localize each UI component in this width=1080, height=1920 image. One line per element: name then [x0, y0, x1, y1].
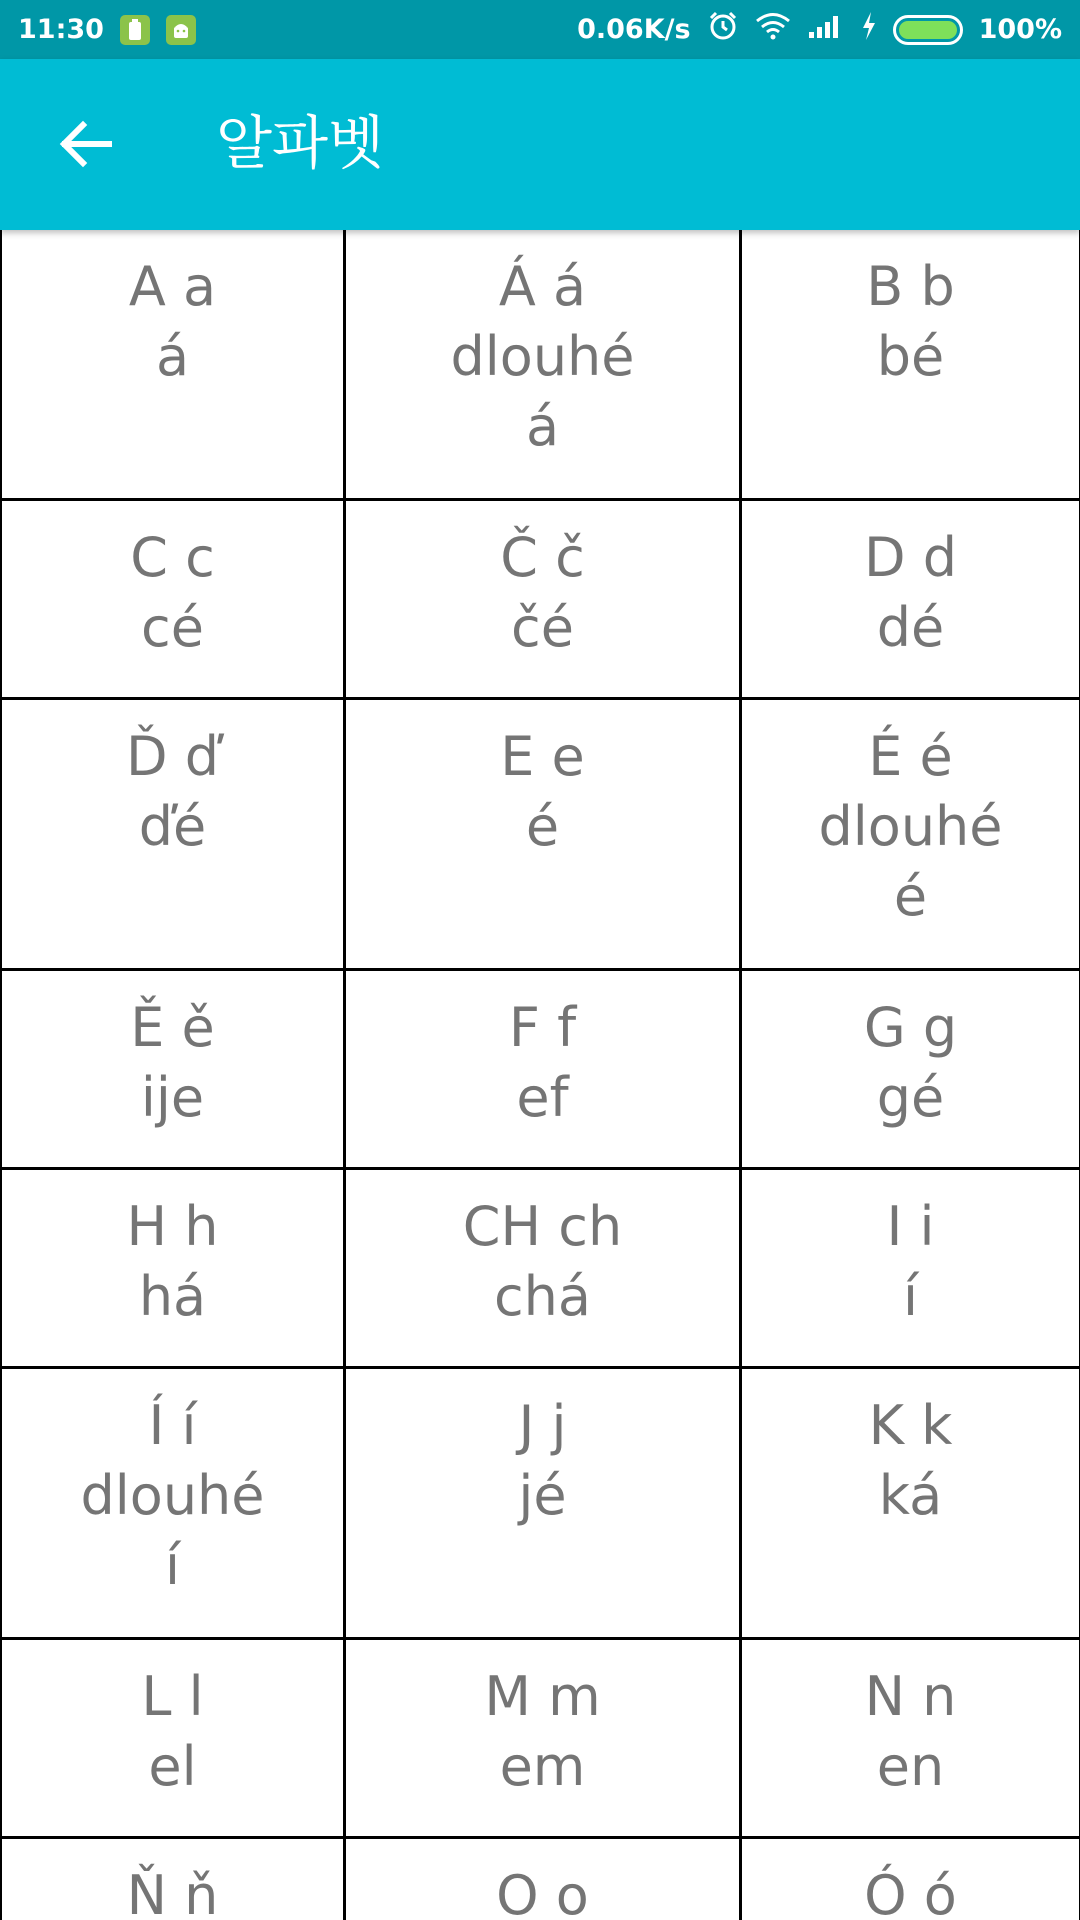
- letter-cell[interactable]: [740, 969, 1080, 1169]
- letter-name: chá: [493, 1265, 591, 1328]
- letter-cell[interactable]: [344, 1168, 741, 1368]
- letter-glyphs: Ě ě: [130, 996, 215, 1059]
- letter-cell[interactable]: [740, 1638, 1080, 1838]
- status-left: [18, 14, 196, 45]
- app-bar: [0, 59, 1080, 230]
- letter-cell[interactable]: [344, 698, 741, 970]
- letter-glyphs: D d: [863, 526, 958, 589]
- letter-name: á: [155, 325, 190, 388]
- letter-name: čé: [511, 596, 574, 659]
- letter-name: á: [525, 395, 560, 458]
- status-bar: [0, 0, 1080, 59]
- battery-icon: [893, 15, 963, 45]
- letter-glyphs: C c: [130, 526, 215, 589]
- arrow-left-icon: [57, 119, 113, 169]
- status-right: [577, 10, 1062, 49]
- letter-cell[interactable]: [0, 969, 345, 1169]
- battery-percent: 100%: [978, 14, 1062, 45]
- letter-name: dlouhé: [80, 1464, 265, 1527]
- letter-cell[interactable]: [344, 1367, 741, 1639]
- letter-glyphs: I i: [886, 1195, 935, 1258]
- letter-glyphs: J j: [518, 1394, 567, 1457]
- letter-glyphs: CH ch: [462, 1195, 623, 1258]
- letter-cell[interactable]: [740, 1367, 1080, 1639]
- letter-name: em: [499, 1735, 586, 1798]
- alarm-icon: [707, 10, 739, 49]
- letter-cell[interactable]: [0, 499, 345, 699]
- letter-cell[interactable]: [344, 969, 741, 1169]
- letter-name: ije: [140, 1066, 205, 1129]
- letter-glyphs: F f: [508, 996, 577, 1059]
- letter-glyphs: É é: [868, 725, 953, 788]
- letter-cell[interactable]: [0, 1168, 345, 1368]
- letter-glyphs: E e: [500, 725, 585, 788]
- letter-name: dé: [876, 596, 945, 659]
- letter-name: dlouhé: [818, 795, 1003, 858]
- letter-glyphs: A a: [128, 255, 217, 318]
- letter-cell[interactable]: [0, 228, 345, 500]
- letter-cell[interactable]: [344, 1638, 741, 1838]
- letter-name: el: [148, 1735, 197, 1798]
- letter-glyphs: Í í: [148, 1394, 197, 1457]
- status-time: 11:30: [18, 14, 104, 45]
- letter-name: dlouhé: [450, 325, 635, 388]
- letter-glyphs: N n: [864, 1665, 957, 1728]
- letter-cell[interactable]: [740, 499, 1080, 699]
- charging-icon: [861, 11, 877, 48]
- letter-cell[interactable]: [344, 228, 741, 500]
- letter-name: gé: [876, 1066, 945, 1129]
- android-notification-icon: [166, 15, 196, 45]
- letter-cell[interactable]: [740, 1837, 1080, 1920]
- letter-name: í: [164, 1534, 180, 1597]
- letter-cell[interactable]: [740, 228, 1080, 500]
- letter-glyphs: O o: [496, 1864, 589, 1920]
- letter-name: ká: [878, 1464, 943, 1527]
- battery-notification-icon: [120, 15, 150, 45]
- letter-name: jé: [518, 1464, 567, 1527]
- letter-glyphs: K k: [868, 1394, 953, 1457]
- letter-glyphs: G g: [863, 996, 958, 1059]
- net-speed: 0.06K/s: [577, 14, 691, 45]
- letter-name: bé: [876, 325, 945, 388]
- letter-name: ďé: [138, 795, 207, 858]
- letter-cell[interactable]: [344, 1837, 741, 1920]
- letter-glyphs: Ň ň: [126, 1864, 219, 1920]
- letter-glyphs: M m: [484, 1665, 601, 1728]
- letter-name: ef: [516, 1066, 569, 1129]
- page-title: 알파벳: [216, 109, 385, 177]
- letter-glyphs: Ď ď: [125, 725, 220, 788]
- letter-glyphs: Á á: [498, 255, 587, 318]
- signal-icon: [807, 12, 845, 47]
- letter-name: é: [525, 795, 560, 858]
- back-button[interactable]: [50, 109, 120, 179]
- letter-cell[interactable]: [740, 1168, 1080, 1368]
- letter-glyphs: Č č: [500, 526, 585, 589]
- letter-name: en: [876, 1735, 945, 1798]
- letter-name: cé: [141, 596, 204, 659]
- letter-name: é: [893, 865, 928, 928]
- letter-cell[interactable]: [344, 499, 741, 699]
- letter-glyphs: Ó ó: [864, 1864, 957, 1920]
- letter-glyphs: L l: [141, 1665, 204, 1728]
- wifi-icon: [755, 12, 791, 47]
- letter-cell[interactable]: [0, 1638, 345, 1838]
- letter-glyphs: H h: [126, 1195, 219, 1258]
- alphabet-grid: [0, 228, 1080, 1920]
- letter-cell[interactable]: [0, 698, 345, 970]
- letter-cell[interactable]: [740, 698, 1080, 970]
- letter-name: há: [138, 1265, 207, 1328]
- letter-cell[interactable]: [0, 1367, 345, 1639]
- letter-cell[interactable]: [0, 1837, 345, 1920]
- letter-glyphs: B b: [866, 255, 955, 318]
- letter-name: í: [902, 1265, 918, 1328]
